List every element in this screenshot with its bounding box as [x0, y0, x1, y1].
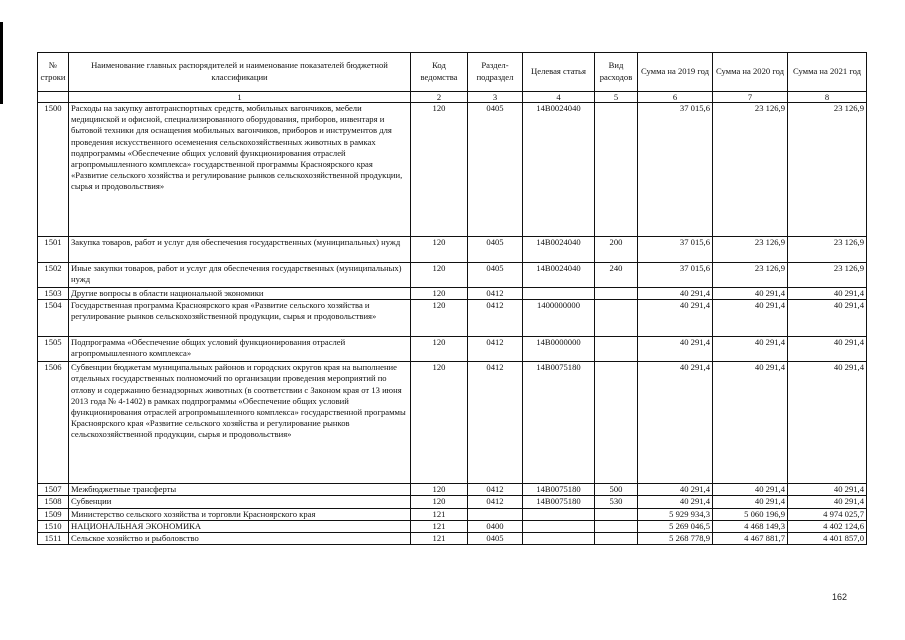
row-name: Министерство сельского хозяйства и торговли Красноярского края: [69, 508, 411, 520]
column-number: 1: [69, 92, 411, 103]
row-number: 1502: [38, 263, 69, 288]
department-code: 121: [411, 508, 468, 520]
target-article: [523, 288, 595, 300]
row-name: Государственная программа Красноярского края «Развитие сельского хозяйства и регулирование рынков сельскохозяйственной продукции, сырья и продовольствия»: [69, 300, 411, 337]
budget-table: [37, 52, 867, 545]
section-code: [468, 508, 523, 520]
expense-type: [595, 520, 638, 532]
table-row: [38, 288, 867, 300]
row-number: 1511: [38, 532, 69, 544]
table-row: [38, 337, 867, 362]
header-sum-2021: Сумма на 2021 год: [788, 53, 867, 92]
table-row: [38, 263, 867, 288]
target-article: [523, 532, 595, 544]
sum-2020: 5 060 196,9: [713, 508, 788, 520]
sum-2021: 40 291,4: [788, 484, 867, 496]
sum-2021: 40 291,4: [788, 300, 867, 337]
section-code: 0412: [468, 496, 523, 508]
table-row: [38, 484, 867, 496]
table-row: [38, 508, 867, 520]
sum-2019: 5 269 046,5: [638, 520, 713, 532]
column-number: 6: [638, 92, 713, 103]
department-code: 120: [411, 288, 468, 300]
department-code: 120: [411, 237, 468, 263]
sum-2021: 4 401 857,0: [788, 532, 867, 544]
column-number: 5: [595, 92, 638, 103]
table-row: [38, 300, 867, 337]
target-article: 14В0024040: [523, 263, 595, 288]
sum-2021: 23 126,9: [788, 263, 867, 288]
section-code: 0412: [468, 337, 523, 362]
department-code: 120: [411, 300, 468, 337]
sum-2019: 40 291,4: [638, 288, 713, 300]
target-article: 14В0075180: [523, 496, 595, 508]
department-code: 120: [411, 484, 468, 496]
row-number: 1506: [38, 362, 69, 484]
table-body: [38, 103, 867, 545]
row-name: Субвенции бюджетам муниципальных районов и городских округов края на выполнение отдельных государственных полномочий по организации проведения мероприятий по отлову и содержанию безнадзорных животных (в соответствии с Законом края от 13 июня 2013 года № 4-1402) в рамках подпрограммы «Обеспечение общих условий функционирования отраслей агропромышленного комплекса» государственной программы Красноярского края «Развитие сельского хозяйства и регулирование рынков сельскохозяйственной продукции, сырья и продовольствия»: [69, 362, 411, 484]
row-name: Субвенции: [69, 496, 411, 508]
column-number: 3: [468, 92, 523, 103]
department-code: 120: [411, 337, 468, 362]
sum-2020: 4 467 881,7: [713, 532, 788, 544]
sum-2019: 37 015,6: [638, 237, 713, 263]
sum-2021: 4 402 124,6: [788, 520, 867, 532]
row-number: 1501: [38, 237, 69, 263]
department-code: 120: [411, 103, 468, 237]
expense-type: 500: [595, 484, 638, 496]
sum-2019: 40 291,4: [638, 362, 713, 484]
sum-2019: 5 929 934,3: [638, 508, 713, 520]
column-number: 8: [788, 92, 867, 103]
section-code: 0405: [468, 237, 523, 263]
header-sum-2019: Сумма на 2019 год: [638, 53, 713, 92]
table-row: [38, 520, 867, 532]
expense-type: 240: [595, 263, 638, 288]
table-row: [38, 103, 867, 237]
row-number: 1504: [38, 300, 69, 337]
header-row-number: № строки: [38, 53, 69, 92]
section-code: 0412: [468, 300, 523, 337]
department-code: 120: [411, 496, 468, 508]
sum-2019: 37 015,6: [638, 263, 713, 288]
sum-2021: 40 291,4: [788, 288, 867, 300]
expense-type: 200: [595, 237, 638, 263]
expense-type: [595, 362, 638, 484]
header-section: Раздел- подраздел: [468, 53, 523, 92]
header-name: Наименование главных распорядителей и наименование показателей бюджетной классификации: [69, 53, 411, 92]
section-code: 0412: [468, 288, 523, 300]
sum-2019: 37 015,6: [638, 103, 713, 237]
sum-2020: 40 291,4: [713, 484, 788, 496]
section-code: 0400: [468, 520, 523, 532]
row-number: 1509: [38, 508, 69, 520]
sum-2021: 23 126,9: [788, 237, 867, 263]
header-row: [38, 53, 867, 92]
target-article: [523, 508, 595, 520]
department-code: 121: [411, 532, 468, 544]
row-number: 1508: [38, 496, 69, 508]
table-row: [38, 362, 867, 484]
sum-2019: 40 291,4: [638, 300, 713, 337]
target-article: 1400000000: [523, 300, 595, 337]
sum-2021: 40 291,4: [788, 496, 867, 508]
column-number: 7: [713, 92, 788, 103]
department-code: 120: [411, 263, 468, 288]
row-name: Подпрограмма «Обеспечение общих условий функционирования отраслей агропромышленного комплекса»: [69, 337, 411, 362]
row-name: Закупка товаров, работ и услуг для обеспечения государственных (муниципальных) нужд: [69, 237, 411, 263]
section-code: 0405: [468, 103, 523, 237]
target-article: 14В0075180: [523, 362, 595, 484]
row-number: 1507: [38, 484, 69, 496]
target-article: 14В0024040: [523, 237, 595, 263]
table-row: [38, 496, 867, 508]
sum-2021: 40 291,4: [788, 362, 867, 484]
sum-2020: 23 126,9: [713, 263, 788, 288]
column-number: [38, 92, 69, 103]
row-name: НАЦИОНАЛЬНАЯ ЭКОНОМИКА: [69, 520, 411, 532]
row-name: Другие вопросы в области национальной экономики: [69, 288, 411, 300]
sum-2020: 40 291,4: [713, 300, 788, 337]
header-target-article: Целевая статья: [523, 53, 595, 92]
expense-type: [595, 337, 638, 362]
row-number: 1503: [38, 288, 69, 300]
expense-type: [595, 300, 638, 337]
sum-2020: 40 291,4: [713, 362, 788, 484]
row-name: Сельское хозяйство и рыболовство: [69, 532, 411, 544]
section-code: 0412: [468, 484, 523, 496]
row-name: Расходы на закупку автотранспортных средств, мобильных вагончиков, мебели медицинской и офисной, специализированного оборудования, приборов, инвентаря и бытовой техники для оснащения мобильных вагончиков, приборов и инструментов для проведения искусственного осеменения сельскохозяйственных животных в рамках подпрограммы «Обеспечение общих условий функционирования отраслей агропромышленного комплекса» государственной программы Красноярского края «Развитие сельского хозяйства и регулирование рынков сельскохозяйственной продукции, сырья и продовольствия»: [69, 103, 411, 237]
row-number: 1510: [38, 520, 69, 532]
section-code: 0412: [468, 362, 523, 484]
sum-2021: 4 974 025,7: [788, 508, 867, 520]
sum-2020: 40 291,4: [713, 288, 788, 300]
header-sum-2020: Сумма на 2020 год: [713, 53, 788, 92]
page-number: 162: [832, 592, 848, 602]
expense-type: [595, 532, 638, 544]
sum-2019: 40 291,4: [638, 484, 713, 496]
expense-type: [595, 508, 638, 520]
target-article: 14В0024040: [523, 103, 595, 237]
target-article: 14В0000000: [523, 337, 595, 362]
sum-2021: 23 126,9: [788, 103, 867, 237]
expense-type: [595, 288, 638, 300]
row-number: 1505: [38, 337, 69, 362]
department-code: 121: [411, 520, 468, 532]
sum-2019: 40 291,4: [638, 496, 713, 508]
expense-type: 530: [595, 496, 638, 508]
sum-2020: 40 291,4: [713, 496, 788, 508]
row-number: 1500: [38, 103, 69, 237]
sum-2020: 23 126,9: [713, 103, 788, 237]
sum-2020: 23 126,9: [713, 237, 788, 263]
target-article: [523, 520, 595, 532]
target-article: 14В0075180: [523, 484, 595, 496]
row-name: Межбюджетные трансферты: [69, 484, 411, 496]
column-number-row: [38, 92, 867, 103]
section-code: 0405: [468, 263, 523, 288]
column-number: 2: [411, 92, 468, 103]
expense-type: [595, 103, 638, 237]
header-department-code: Код ведомства: [411, 53, 468, 92]
header-expense-type: Вид расходов: [595, 53, 638, 92]
sum-2020: 40 291,4: [713, 337, 788, 362]
sum-2019: 5 268 778,9: [638, 532, 713, 544]
sum-2020: 4 468 149,3: [713, 520, 788, 532]
section-code: 0405: [468, 532, 523, 544]
column-number: 4: [523, 92, 595, 103]
sum-2021: 40 291,4: [788, 337, 867, 362]
table-row: [38, 237, 867, 263]
margin-bar: [0, 22, 3, 104]
table-row: [38, 532, 867, 544]
row-name: Иные закупки товаров, работ и услуг для обеспечения государственных (муниципальных) нужд: [69, 263, 411, 288]
sum-2019: 40 291,4: [638, 337, 713, 362]
department-code: 120: [411, 362, 468, 484]
